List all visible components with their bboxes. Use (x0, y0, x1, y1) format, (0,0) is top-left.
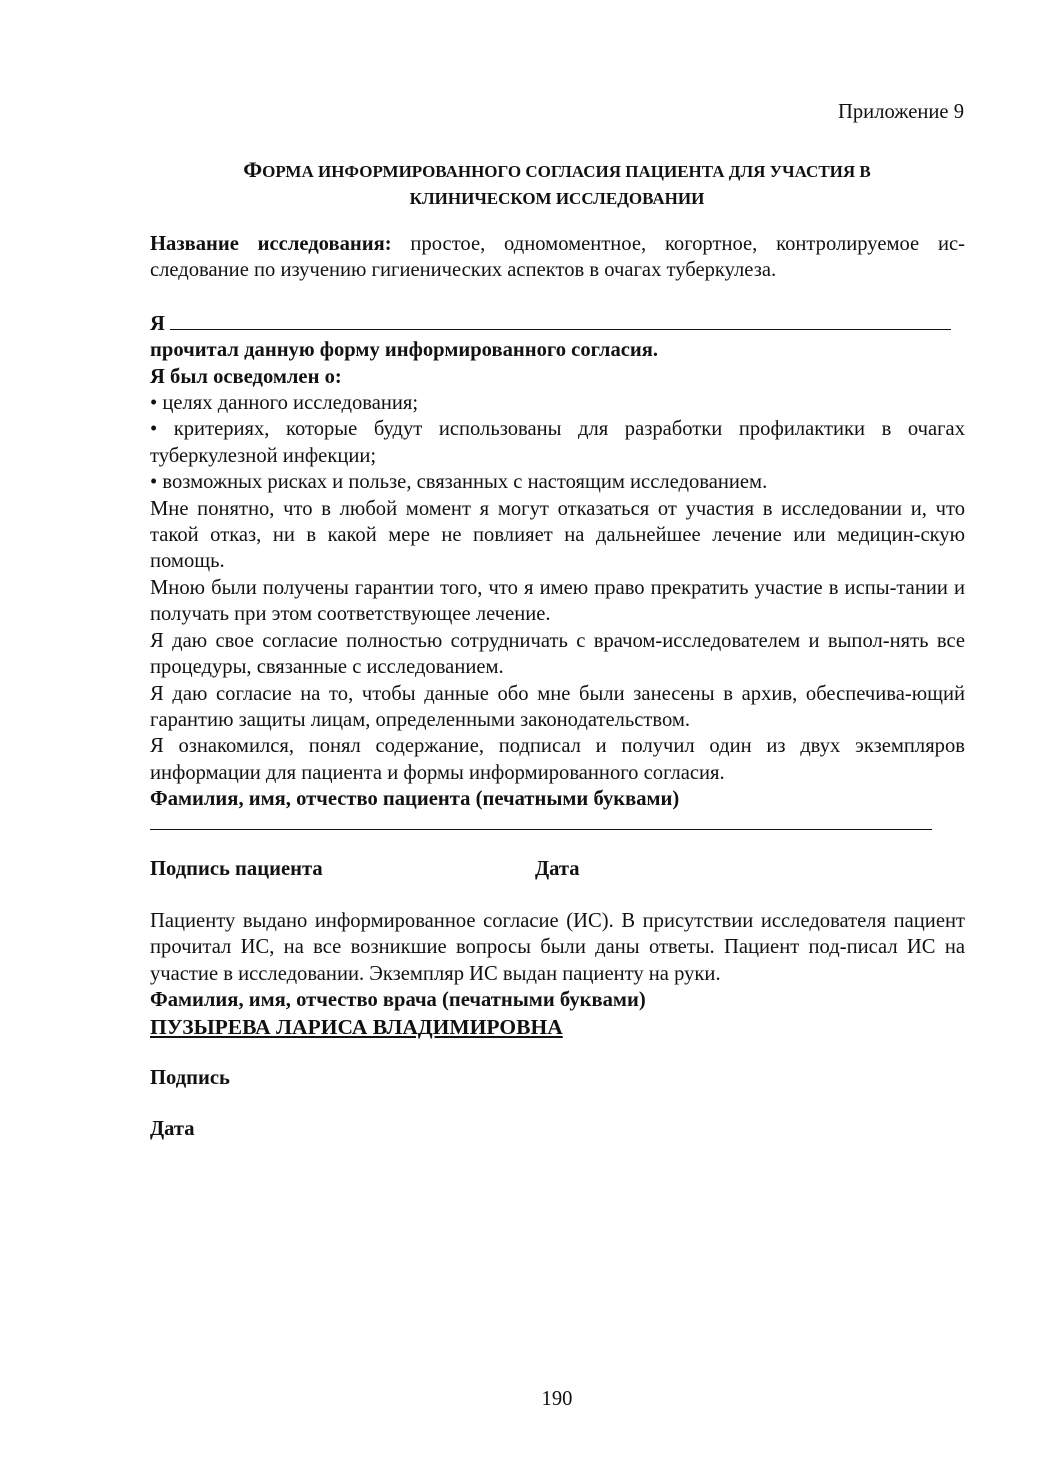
doctor-date-label: Дата (150, 1118, 195, 1141)
study-name-paragraph (150, 231, 965, 284)
consent-paragraph: Мне понятно, что в любой момент я могут отказаться от участия в исследовании и, что такой отказ, ни в какой мере не повлияет на дальнейшее лечение или медицин-скую помощь. (150, 497, 965, 573)
consent-paragraph: Я даю согласие на то, чтобы данные обо мне были занесены в архив, обеспечива-ющий гарантию защиты лицам, определенными законодательством. (150, 682, 965, 731)
consent-paragraph: Я ознакомился, понял содержание, подписал и получил один из двух экземпляров информации для пациента и формы информированного согласия. (150, 735, 965, 784)
doctor-name: ПУЗЫРЕВА ЛАРИСА ВЛАДИМИРОВНА (150, 1014, 563, 1039)
form-body (150, 231, 965, 1143)
page-number: 190 (541, 1388, 573, 1410)
consent-paragraph: Мною были получены гарантии того, что я имею право прекратить участие в испы-тании и получать при этом соответствующее лечение. (150, 576, 965, 626)
appendix-label: Приложение 9 (838, 101, 964, 123)
patient-date-label: Дата (535, 857, 580, 880)
title-line-1-rest: ОРМА ИНФОРМИРОВАННОГО СОГЛАСИЯ ПАЦИЕНТА ДЛЯ УЧАСТИЯ В (262, 162, 871, 181)
bullet-item: • целях данного исследования; (150, 392, 419, 415)
patient-printed-name-blank[interactable] (150, 813, 932, 830)
patient-name-blank[interactable] (170, 313, 951, 330)
patient-signature-row (150, 856, 965, 882)
title-first-letter: Ф (243, 157, 263, 182)
patient-name-label: Фамилия, имя, отчество пациента (печатными буквами) (150, 788, 680, 811)
study-name-text: простое, одномоментное, когортное, контролируемое ис-следование по изучению гигиенических аспектов в очагах туберкулеза. (150, 233, 965, 282)
read-statement: прочитал данную форму информированного согласия. (150, 339, 659, 362)
bullet-item: • критериях, которые будут использованы для разработки профилактики в очагах туберкулезной инфекции; (150, 418, 965, 467)
form-title (150, 156, 964, 212)
bullet-item: • возможных рисках и пользе, связанных с настоящим исследованием. (150, 471, 768, 494)
study-name-label: Название исследования: (150, 233, 392, 255)
informed-about-heading: Я был осведомлен о: (150, 365, 342, 388)
doctor-name-label: Фамилия, имя, отчество врача (печатными буквами) (150, 989, 646, 1012)
patient-name-line (150, 311, 965, 337)
doctor-signature-label: Подпись (150, 1066, 230, 1089)
consent-paragraph: Я даю свое согласие полностью сотрудничать с врачом-исследователем и выпол-нять все процедуры, связанные с исследованием. (150, 629, 965, 679)
patient-signature-label: Подпись пациента (150, 857, 323, 880)
i-label: Я (150, 312, 165, 335)
issued-paragraph: Пациенту выдано информированное согласие (ИС). В присутствии исследователя пациент прочитал ИС, на все возникшие вопросы были даны ответы. Пациент под-писал ИС на участие в исследовании. Экземпляр ИС выдан пациенту на руки. (150, 909, 965, 985)
title-line-2: КЛИНИЧЕСКОМ ИССЛЕДОВАНИИ (409, 189, 705, 208)
title-line-1 (150, 156, 964, 185)
